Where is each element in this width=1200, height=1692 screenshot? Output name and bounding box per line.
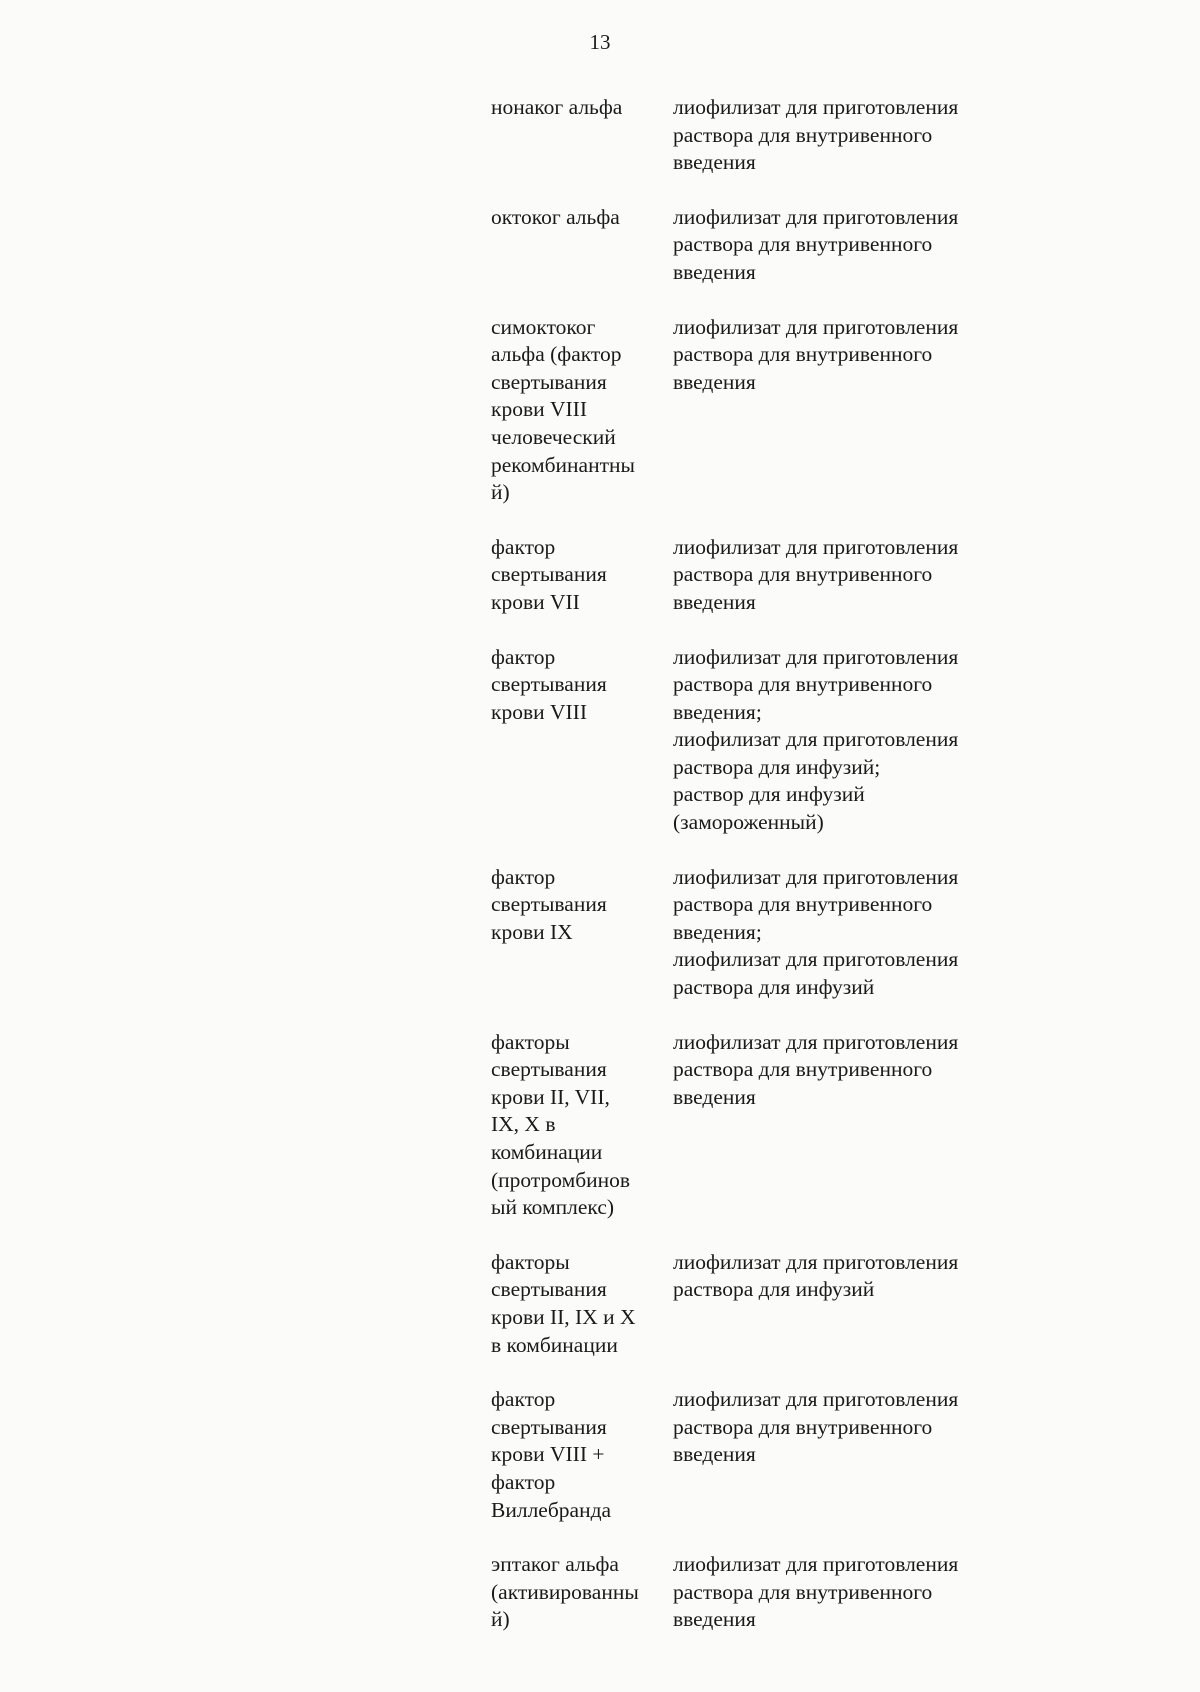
- page-number: 13: [589, 30, 611, 54]
- drug-name: фактор свертывания крови VIII: [491, 644, 607, 724]
- drug-name: фактор свертывания крови IX: [491, 864, 607, 944]
- drug-name: нонаког альфа: [491, 95, 623, 119]
- drug-name: фактор свертывания крови VII: [491, 534, 607, 614]
- dosage-form: лиофилизат для приготовления раствора для внутривенного введения; лиофилизат для приготовления раствора для инфузий: [673, 864, 959, 1000]
- drug-name: октоког альфа: [491, 204, 620, 229]
- dosage-form: лиофилизат для приготовления раствора для внутривенного введения; лиофилизат для приготовления раствора для инфузий; раствор для инфузий (замороженный): [673, 644, 959, 835]
- dosage-form: лиофилизат для приготовления раствора для внутривенного введения: [673, 1029, 959, 1109]
- drug-table: [491, 94, 1051, 1661]
- drug-name: фактор свертывания крови VIII + фактор Виллебранда: [491, 1387, 612, 1522]
- drug-name: факторы свертывания крови II, IX и X в комбинации: [491, 1249, 636, 1357]
- table-row: [491, 314, 1051, 507]
- dosage-form: лиофилизат для приготовления раствора для внутривенного введения: [673, 314, 959, 394]
- dosage-form: лиофилизат для приготовления раствора для внутривенного введения: [673, 95, 959, 175]
- dosage-form: лиофилизат для приготовления раствора для внутривенного введения: [673, 1387, 959, 1467]
- table-row: [491, 534, 1051, 617]
- table-row: [491, 204, 1051, 287]
- table-row: [491, 94, 1051, 177]
- table-row: [491, 1386, 1051, 1524]
- table-row: [491, 1249, 1051, 1359]
- drug-name: эптаког альфа (активированны й): [491, 1552, 639, 1632]
- table-row: [491, 1551, 1051, 1634]
- table-row: [491, 644, 1051, 837]
- table-row: [491, 1029, 1051, 1222]
- dosage-form: лиофилизат для приготовления раствора для инфузий: [673, 1249, 959, 1302]
- dosage-form: лиофилизат для приготовления раствора для внутривенного введения: [673, 534, 959, 614]
- drug-name: симоктоког альфа (фактор свертывания крови VIII человеческий рекомбинантны й): [491, 314, 635, 505]
- table-row: [491, 864, 1051, 1002]
- drug-name: факторы свертывания крови II, VII, IX, X в комбинации (протромбинов ый комплекс): [491, 1029, 631, 1220]
- dosage-form: лиофилизат для приготовления раствора для внутривенного введения: [673, 1552, 959, 1632]
- dosage-form: лиофилизат для приготовления раствора для внутривенного введения: [673, 204, 959, 284]
